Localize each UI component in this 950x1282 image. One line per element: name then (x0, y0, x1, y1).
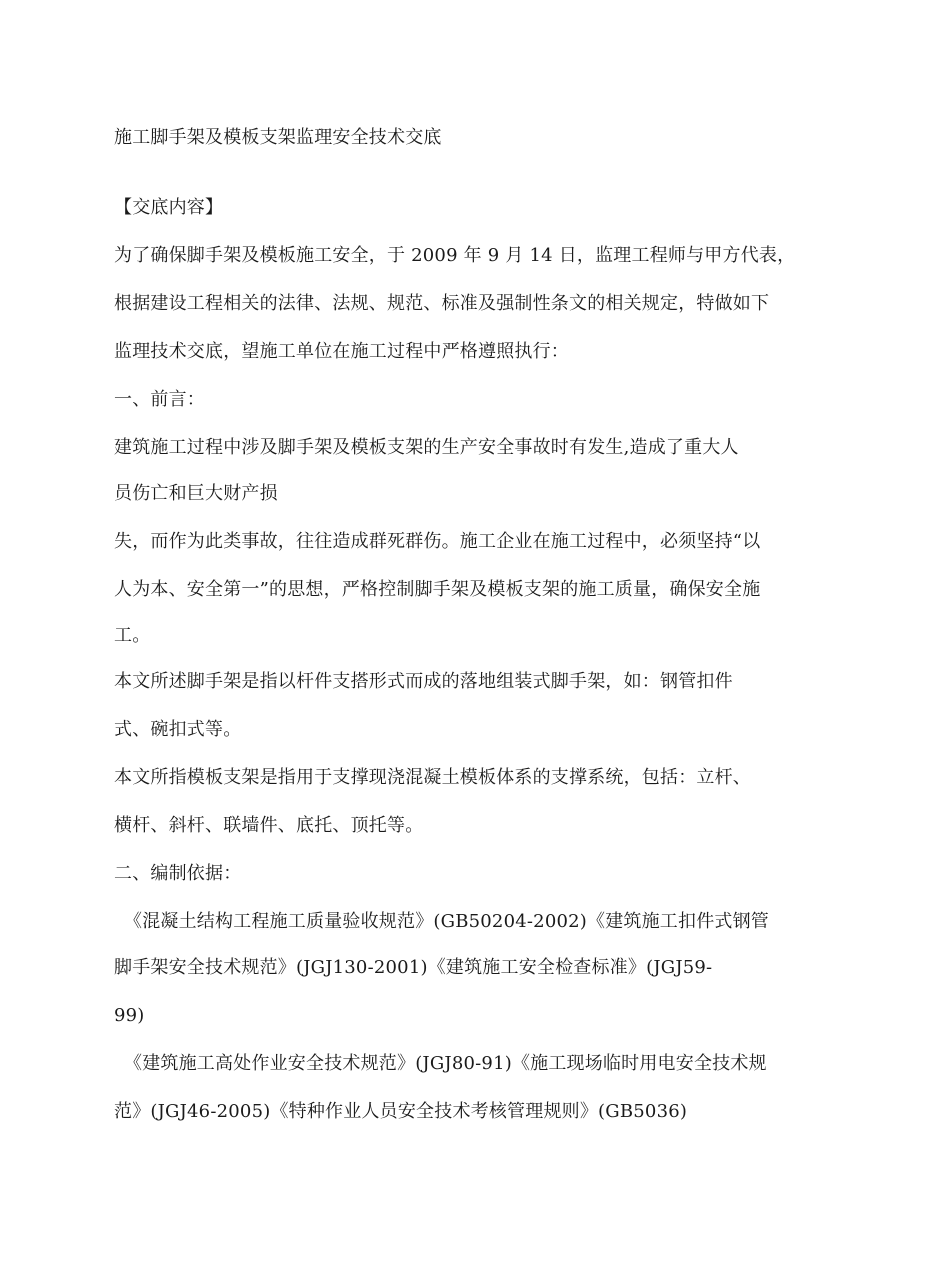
intro-line-3: 监理技术交底，望施工单位在施工过程中严格遵照执行： (114, 341, 569, 362)
part1-line-7: 式、碗扣式等。 (114, 719, 242, 740)
part2-line-1: 《混凝土结构工程施工质量验收规范》(GB50204-2002)《建筑施工扣件式钢管 (124, 911, 769, 932)
part1-heading: 一、前言： (114, 389, 205, 410)
part1-line-1: 建筑施工过程中涉及脚手架及模板支架的生产安全事故时有发生,造成了重大人 (114, 437, 739, 458)
part1-line-9: 横杆、斜杆、联墙件、底托、顶托等。 (114, 815, 424, 836)
intro-line-2: 根据建设工程相关的法律、法规、规范、标准及强制性条文的相关规定，特做如下 (114, 293, 770, 314)
part1-line-8: 本文所指模板支架是指用于支撑现浇混凝土模板体系的支撑系统，包括：立杆、 (114, 767, 751, 788)
section-heading: 【交底内容】 (114, 197, 224, 218)
part2-line-4: 《建筑施工高处作业安全技术规范》(JGJ80-91)《施工现场临时用电安全技术规 (124, 1053, 767, 1074)
part2-heading: 二、编制依据： (114, 863, 242, 884)
part1-line-2: 员伤亡和巨大财产损 (114, 483, 278, 504)
part1-line-5: 工。 (114, 625, 151, 646)
part1-line-6: 本文所述脚手架是指以杆件支搭形式而成的落地组装式脚手架，如：钢管扣件 (114, 671, 733, 692)
part1-line-3: 失，而作为此类事故，往往造成群死群伤。施工企业在施工过程中，必须坚持“以 (114, 531, 761, 552)
document-title: 施工脚手架及模板支架监理安全技术交底 (114, 127, 442, 148)
intro-line-1: 为了确保脚手架及模板施工安全，于 2009 年 9 月 14 日，监理工程师与甲方代表， (114, 245, 796, 266)
part1-line-4: 人为本、安全第一”的思想，严格控制脚手架及模板支架的施工质量，确保安全施 (114, 579, 761, 600)
part2-line-2: 脚手架安全技术规范》(JGJ130-2001)《建筑施工安全检查标准》(JGJ59- (114, 957, 713, 978)
part2-line-5: 范》(JGJ46-2005)《特种作业人员安全技术考核管理规则》(GB5036) (114, 1101, 688, 1122)
part2-line-3: 99) (114, 1005, 145, 1026)
